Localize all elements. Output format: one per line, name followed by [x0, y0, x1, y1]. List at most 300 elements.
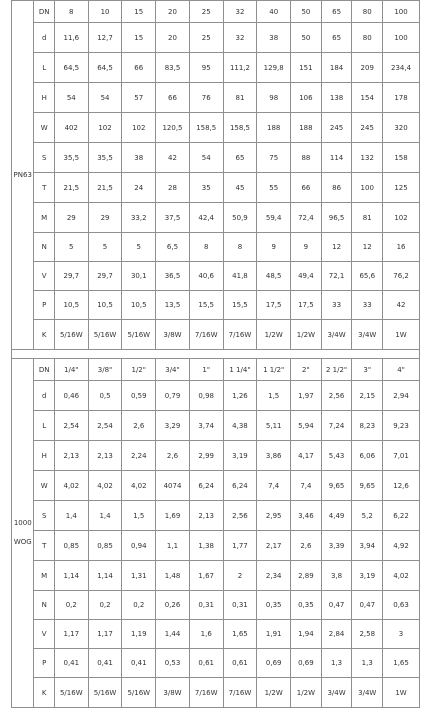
table-cell: 1" — [189, 359, 223, 381]
table-row — [12, 531, 420, 561]
table-cell: 57 — [122, 83, 156, 113]
table-cell: 1,17 — [88, 620, 122, 649]
table-cell: 2,84 — [321, 620, 352, 649]
table-cell: 59,4 — [257, 203, 291, 233]
table-cell: 35,5 — [54, 143, 88, 173]
table-cell: 188 — [257, 113, 291, 143]
table-cell: 4,02 — [54, 471, 88, 501]
table-row — [12, 23, 420, 53]
table-cell: 10,5 — [122, 291, 156, 320]
table-cell: 1/2W — [257, 320, 291, 350]
table-cell: 0,94 — [122, 531, 156, 561]
table-cell: 209 — [352, 53, 383, 83]
table-cell: 12 — [352, 233, 383, 262]
table-cell: 5/16W — [122, 678, 156, 708]
table-cell: 5,11 — [257, 411, 291, 441]
table-cell: 1,4 — [88, 501, 122, 531]
table-cell: 32 — [223, 23, 257, 53]
table-cell: 5,94 — [291, 411, 322, 441]
table-cell: 0,47 — [352, 591, 383, 620]
table-cell: 3,46 — [291, 501, 322, 531]
table-row — [12, 411, 420, 441]
table-cell: 17,5 — [257, 291, 291, 320]
row-label: M — [34, 203, 54, 233]
table-cell: 4074 — [156, 471, 190, 501]
table-row — [12, 53, 420, 83]
table-row — [12, 561, 420, 591]
table-cell: 0,61 — [223, 649, 257, 678]
table-cell: 38 — [122, 143, 156, 173]
table-cell: 7,01 — [383, 441, 420, 471]
table-cell: 6,24 — [189, 471, 223, 501]
table-row — [12, 113, 420, 143]
table-cell: 7/16W — [189, 320, 223, 350]
table-cell: 65 — [321, 23, 352, 53]
table-cell: 15 — [122, 1, 156, 23]
table-cell: 5/16W — [54, 320, 88, 350]
table-cell: 81 — [223, 83, 257, 113]
table-cell: 178 — [383, 83, 420, 113]
table-cell: 3 — [383, 620, 420, 649]
table-cell: 0,47 — [321, 591, 352, 620]
table-cell: 66 — [122, 53, 156, 83]
table-cell: 29 — [54, 203, 88, 233]
table-cell: 1,26 — [223, 381, 257, 411]
table-cell: 10 — [88, 1, 122, 23]
table-cell: 8,23 — [352, 411, 383, 441]
table-cell: 1,6 — [189, 620, 223, 649]
group-label-line: WOG — [13, 538, 32, 546]
table-cell: 2,13 — [54, 441, 88, 471]
group-label-line: PN63 — [13, 170, 32, 179]
table-cell: 3,86 — [257, 441, 291, 471]
table-cell: 2,95 — [257, 501, 291, 531]
table-cell: 10,5 — [88, 291, 122, 320]
table-cell: 3,19 — [352, 561, 383, 591]
table-cell: 1,91 — [257, 620, 291, 649]
table-cell: 3/8" — [88, 359, 122, 381]
table-cell: 1,69 — [156, 501, 190, 531]
table-cell: 3,19 — [223, 441, 257, 471]
table-cell: 1/2W — [291, 320, 322, 350]
row-label: N — [34, 591, 54, 620]
table-cell: 1,5 — [257, 381, 291, 411]
table-cell: 24 — [122, 173, 156, 203]
table-cell: 9 — [257, 233, 291, 262]
table-cell: 2,6 — [156, 441, 190, 471]
row-label: DN — [34, 1, 54, 23]
table-cell: 5/16W — [122, 320, 156, 350]
table-cell: 120,5 — [156, 113, 190, 143]
table-cell: 48,5 — [257, 262, 291, 291]
table-cell: 0,41 — [54, 649, 88, 678]
table-cell: 50,9 — [223, 203, 257, 233]
table-cell: 86 — [321, 173, 352, 203]
table-cell: 3/4W — [321, 320, 352, 350]
table-cell: 100 — [383, 1, 420, 23]
table-cell: 0,26 — [156, 591, 190, 620]
table-cell: 158,5 — [189, 113, 223, 143]
table-cell: 72,1 — [321, 262, 352, 291]
table-cell: 40 — [257, 1, 291, 23]
table-cell: 2,94 — [383, 381, 420, 411]
row-label: H — [34, 83, 54, 113]
table-cell: 245 — [321, 113, 352, 143]
table-cell: 4,02 — [88, 471, 122, 501]
table-cell: 0,2 — [122, 591, 156, 620]
table-cell: 95 — [189, 53, 223, 83]
table-cell: 98 — [257, 83, 291, 113]
table-cell: 76,2 — [383, 262, 420, 291]
table-cell: 1,14 — [54, 561, 88, 591]
table-cell: 2,17 — [257, 531, 291, 561]
table-cell: 2,89 — [291, 561, 322, 591]
row-label: L — [34, 411, 54, 441]
row-label: K — [34, 678, 54, 708]
table-cell: 184 — [321, 53, 352, 83]
table-cell: 4" — [383, 359, 420, 381]
row-label: L — [34, 53, 54, 83]
table-cell: 4,49 — [321, 501, 352, 531]
table-cell: 1,3 — [321, 649, 352, 678]
table-cell: 3/4" — [156, 359, 190, 381]
table-cell: 100 — [352, 173, 383, 203]
table-cell: 2,56 — [321, 381, 352, 411]
table-cell: 5/16W — [54, 678, 88, 708]
row-label: P — [34, 649, 54, 678]
table-cell: 1,3 — [352, 649, 383, 678]
row-label: DN — [34, 359, 54, 381]
table-cell: 3/8W — [156, 320, 190, 350]
table-cell: 29,7 — [54, 262, 88, 291]
table-cell: 28 — [156, 173, 190, 203]
table-cell: 55 — [257, 173, 291, 203]
table-cell: 1W — [383, 320, 420, 350]
table-row — [12, 471, 420, 501]
table-cell: 42 — [383, 291, 420, 320]
table-cell: 1/2W — [257, 678, 291, 708]
table-cell: 25 — [189, 1, 223, 23]
table-cell: 1,17 — [54, 620, 88, 649]
table-cell: 30,1 — [122, 262, 156, 291]
table-cell: 106 — [291, 83, 322, 113]
row-label: T — [34, 531, 54, 561]
table-cell: 1,77 — [223, 531, 257, 561]
table-cell: 0,59 — [122, 381, 156, 411]
table-cell: 1,65 — [383, 649, 420, 678]
table-cell: 1,65 — [223, 620, 257, 649]
table-cell: 0,2 — [88, 591, 122, 620]
table-cell: 33 — [321, 291, 352, 320]
table-cell: 81 — [352, 203, 383, 233]
table-cell: 20 — [156, 23, 190, 53]
table-cell: 132 — [352, 143, 383, 173]
table-cell: 0,31 — [189, 591, 223, 620]
row-label: P — [34, 291, 54, 320]
table-cell: 5 — [122, 233, 156, 262]
table-cell: 33,2 — [122, 203, 156, 233]
table-cell: 7,24 — [321, 411, 352, 441]
table-cell: 7/16W — [223, 320, 257, 350]
table-cell: 0,46 — [54, 381, 88, 411]
table-cell: 41,8 — [223, 262, 257, 291]
table-cell: 25 — [189, 23, 223, 53]
table-cell: 64,5 — [54, 53, 88, 83]
table-cell: 20 — [156, 1, 190, 23]
table-cell: 2,15 — [352, 381, 383, 411]
table-cell: 29 — [88, 203, 122, 233]
table-cell: 12,7 — [88, 23, 122, 53]
table-cell: 0,61 — [189, 649, 223, 678]
row-label: S — [34, 501, 54, 531]
table-cell: 40,6 — [189, 262, 223, 291]
table-cell: 111,2 — [223, 53, 257, 83]
pressure-group-label — [12, 359, 34, 708]
table-cell: 1,94 — [291, 620, 322, 649]
table-cell: 35,5 — [88, 143, 122, 173]
table-cell: 15,5 — [189, 291, 223, 320]
group-label-line: 1000 — [13, 519, 32, 527]
table-cell: 114 — [321, 143, 352, 173]
table-cell: 1,1 — [156, 531, 190, 561]
row-label: d — [34, 381, 54, 411]
table-cell: 32 — [223, 1, 257, 23]
table-cell: 10,5 — [54, 291, 88, 320]
row-label: V — [34, 262, 54, 291]
table-cell: 2,34 — [257, 561, 291, 591]
table-cell: 1 1/4" — [223, 359, 257, 381]
table-row — [12, 320, 420, 350]
table-cell: 15 — [122, 23, 156, 53]
table-cell: 16 — [383, 233, 420, 262]
table-cell: 3,94 — [352, 531, 383, 561]
table-cell: 6,5 — [156, 233, 190, 262]
table-cell: 158,5 — [223, 113, 257, 143]
table-cell: 0,41 — [122, 649, 156, 678]
table-cell: 4,17 — [291, 441, 322, 471]
table-cell: 4,02 — [383, 561, 420, 591]
table-cell: 2,13 — [189, 501, 223, 531]
table-row — [12, 262, 420, 291]
table-cell: 2,6 — [291, 531, 322, 561]
table-cell: 2,54 — [88, 411, 122, 441]
table-cell: 49,4 — [291, 262, 322, 291]
table-cell: 1,38 — [189, 531, 223, 561]
table-cell: 72,4 — [291, 203, 322, 233]
table-cell: 1,67 — [189, 561, 223, 591]
table-row — [12, 83, 420, 113]
table-cell: 1/4" — [54, 359, 88, 381]
table-cell: 15,5 — [223, 291, 257, 320]
table-cell: 2,24 — [122, 441, 156, 471]
table-cell: 0,35 — [257, 591, 291, 620]
table-cell: 33 — [352, 291, 383, 320]
table-cell: 8 — [189, 233, 223, 262]
table-cell: 65 — [223, 143, 257, 173]
table-cell: 5/16W — [88, 320, 122, 350]
table-cell: 76 — [189, 83, 223, 113]
table-cell: 83,5 — [156, 53, 190, 83]
table-cell: 13,5 — [156, 291, 190, 320]
table-cell: 0,2 — [54, 591, 88, 620]
table-cell: 1/2" — [122, 359, 156, 381]
table-cell: 158 — [383, 143, 420, 173]
table-cell: 1,14 — [88, 561, 122, 591]
table-cell: 11,6 — [54, 23, 88, 53]
table-cell: 0,53 — [156, 649, 190, 678]
table-cell: 4,92 — [383, 531, 420, 561]
table-cell: 9,65 — [321, 471, 352, 501]
table-cell: 5 — [88, 233, 122, 262]
table-cell: 5,2 — [352, 501, 383, 531]
table-cell: 8 — [54, 1, 88, 23]
table-cell: 1,97 — [291, 381, 322, 411]
table-cell: 42 — [156, 143, 190, 173]
table-cell: 38 — [257, 23, 291, 53]
table-cell: 66 — [156, 83, 190, 113]
table-cell: 102 — [122, 113, 156, 143]
table-cell: 65,6 — [352, 262, 383, 291]
table-cell: 6,22 — [383, 501, 420, 531]
table-cell: 0,41 — [88, 649, 122, 678]
table-cell: 65 — [321, 1, 352, 23]
table-cell: 45 — [223, 173, 257, 203]
table-cell: 2,13 — [88, 441, 122, 471]
table-cell: 1,4 — [54, 501, 88, 531]
table-cell: 50 — [291, 23, 322, 53]
table-cell: 80 — [352, 23, 383, 53]
table-row — [12, 678, 420, 708]
table-row — [12, 441, 420, 471]
table-cell: 4,02 — [122, 471, 156, 501]
table-cell: 3/4W — [352, 678, 383, 708]
table-cell: 2 1/2" — [321, 359, 352, 381]
pressure-group-label — [12, 1, 34, 350]
table-cell: 129,8 — [257, 53, 291, 83]
table-cell: 125 — [383, 173, 420, 203]
table-cell: 0,31 — [223, 591, 257, 620]
table-cell: 100 — [383, 23, 420, 53]
table-cell: 75 — [257, 143, 291, 173]
table-cell: 3,39 — [321, 531, 352, 561]
table-row — [12, 143, 420, 173]
table-cell: 138 — [321, 83, 352, 113]
row-label: K — [34, 320, 54, 350]
table-cell: 0,79 — [156, 381, 190, 411]
table-row — [12, 381, 420, 411]
table-cell: 7/16W — [189, 678, 223, 708]
table-cell: 3/4W — [321, 678, 352, 708]
table-cell: 0,98 — [189, 381, 223, 411]
table-cell: 0,69 — [257, 649, 291, 678]
table-row — [12, 620, 420, 649]
table-cell: 1,44 — [156, 620, 190, 649]
row-label: T — [34, 173, 54, 203]
table-cell: 0,69 — [291, 649, 322, 678]
table-cell: 6,24 — [223, 471, 257, 501]
table-cell: 188 — [291, 113, 322, 143]
table-cell: 1,5 — [122, 501, 156, 531]
table-cell: 2,6 — [122, 411, 156, 441]
spec-table-container — [11, 0, 420, 708]
table-cell: 5 — [54, 233, 88, 262]
table-row — [12, 501, 420, 531]
row-label: d — [34, 23, 54, 53]
table-cell: 2" — [291, 359, 322, 381]
table-cell: 9,65 — [352, 471, 383, 501]
table-cell: 0,85 — [54, 531, 88, 561]
table-cell: 2,56 — [223, 501, 257, 531]
table-cell: 0,85 — [88, 531, 122, 561]
table-cell: 64,5 — [88, 53, 122, 83]
row-label: M — [34, 561, 54, 591]
row-label: W — [34, 471, 54, 501]
table-cell: 5/16W — [88, 678, 122, 708]
section-gap-cell — [12, 350, 420, 359]
table-cell: 0,5 — [88, 381, 122, 411]
row-label: H — [34, 441, 54, 471]
table-cell: 2,99 — [189, 441, 223, 471]
table-row — [12, 173, 420, 203]
table-cell: 54 — [54, 83, 88, 113]
row-label: S — [34, 143, 54, 173]
table-cell: 7/16W — [223, 678, 257, 708]
table-cell: 3,29 — [156, 411, 190, 441]
table-cell: 402 — [54, 113, 88, 143]
table-cell: 1 1/2" — [257, 359, 291, 381]
table-cell: 245 — [352, 113, 383, 143]
table-cell: 96,5 — [321, 203, 352, 233]
table-cell: 9 — [291, 233, 322, 262]
table-cell: 1,31 — [122, 561, 156, 591]
table-cell: 35 — [189, 173, 223, 203]
table-row — [12, 591, 420, 620]
table-cell: 66 — [291, 173, 322, 203]
table-cell: 2,54 — [54, 411, 88, 441]
table-row — [12, 203, 420, 233]
table-cell: 42,4 — [189, 203, 223, 233]
table-cell: 36,5 — [156, 262, 190, 291]
table-cell: 5,43 — [321, 441, 352, 471]
table-cell: 54 — [88, 83, 122, 113]
table-row — [12, 1, 420, 23]
table-cell: 12,6 — [383, 471, 420, 501]
table-cell: 1,48 — [156, 561, 190, 591]
row-label: W — [34, 113, 54, 143]
table-cell: 54 — [189, 143, 223, 173]
table-cell: 0,63 — [383, 591, 420, 620]
table-cell: 3,8 — [321, 561, 352, 591]
table-cell: 3" — [352, 359, 383, 381]
table-cell: 17,5 — [291, 291, 322, 320]
table-cell: 102 — [383, 203, 420, 233]
table-cell: 8 — [223, 233, 257, 262]
table-row — [12, 359, 420, 381]
table-cell: 88 — [291, 143, 322, 173]
valve-spec-table — [11, 0, 420, 708]
table-cell: 6,06 — [352, 441, 383, 471]
table-cell: 1,19 — [122, 620, 156, 649]
table-cell: 1/2W — [291, 678, 322, 708]
table-cell: 1W — [383, 678, 420, 708]
table-cell: 7,4 — [257, 471, 291, 501]
table-cell: 234,4 — [383, 53, 420, 83]
table-cell: 2,58 — [352, 620, 383, 649]
table-row — [12, 291, 420, 320]
table-cell: 29,7 — [88, 262, 122, 291]
section-gap — [12, 350, 420, 359]
table-cell: 102 — [88, 113, 122, 143]
